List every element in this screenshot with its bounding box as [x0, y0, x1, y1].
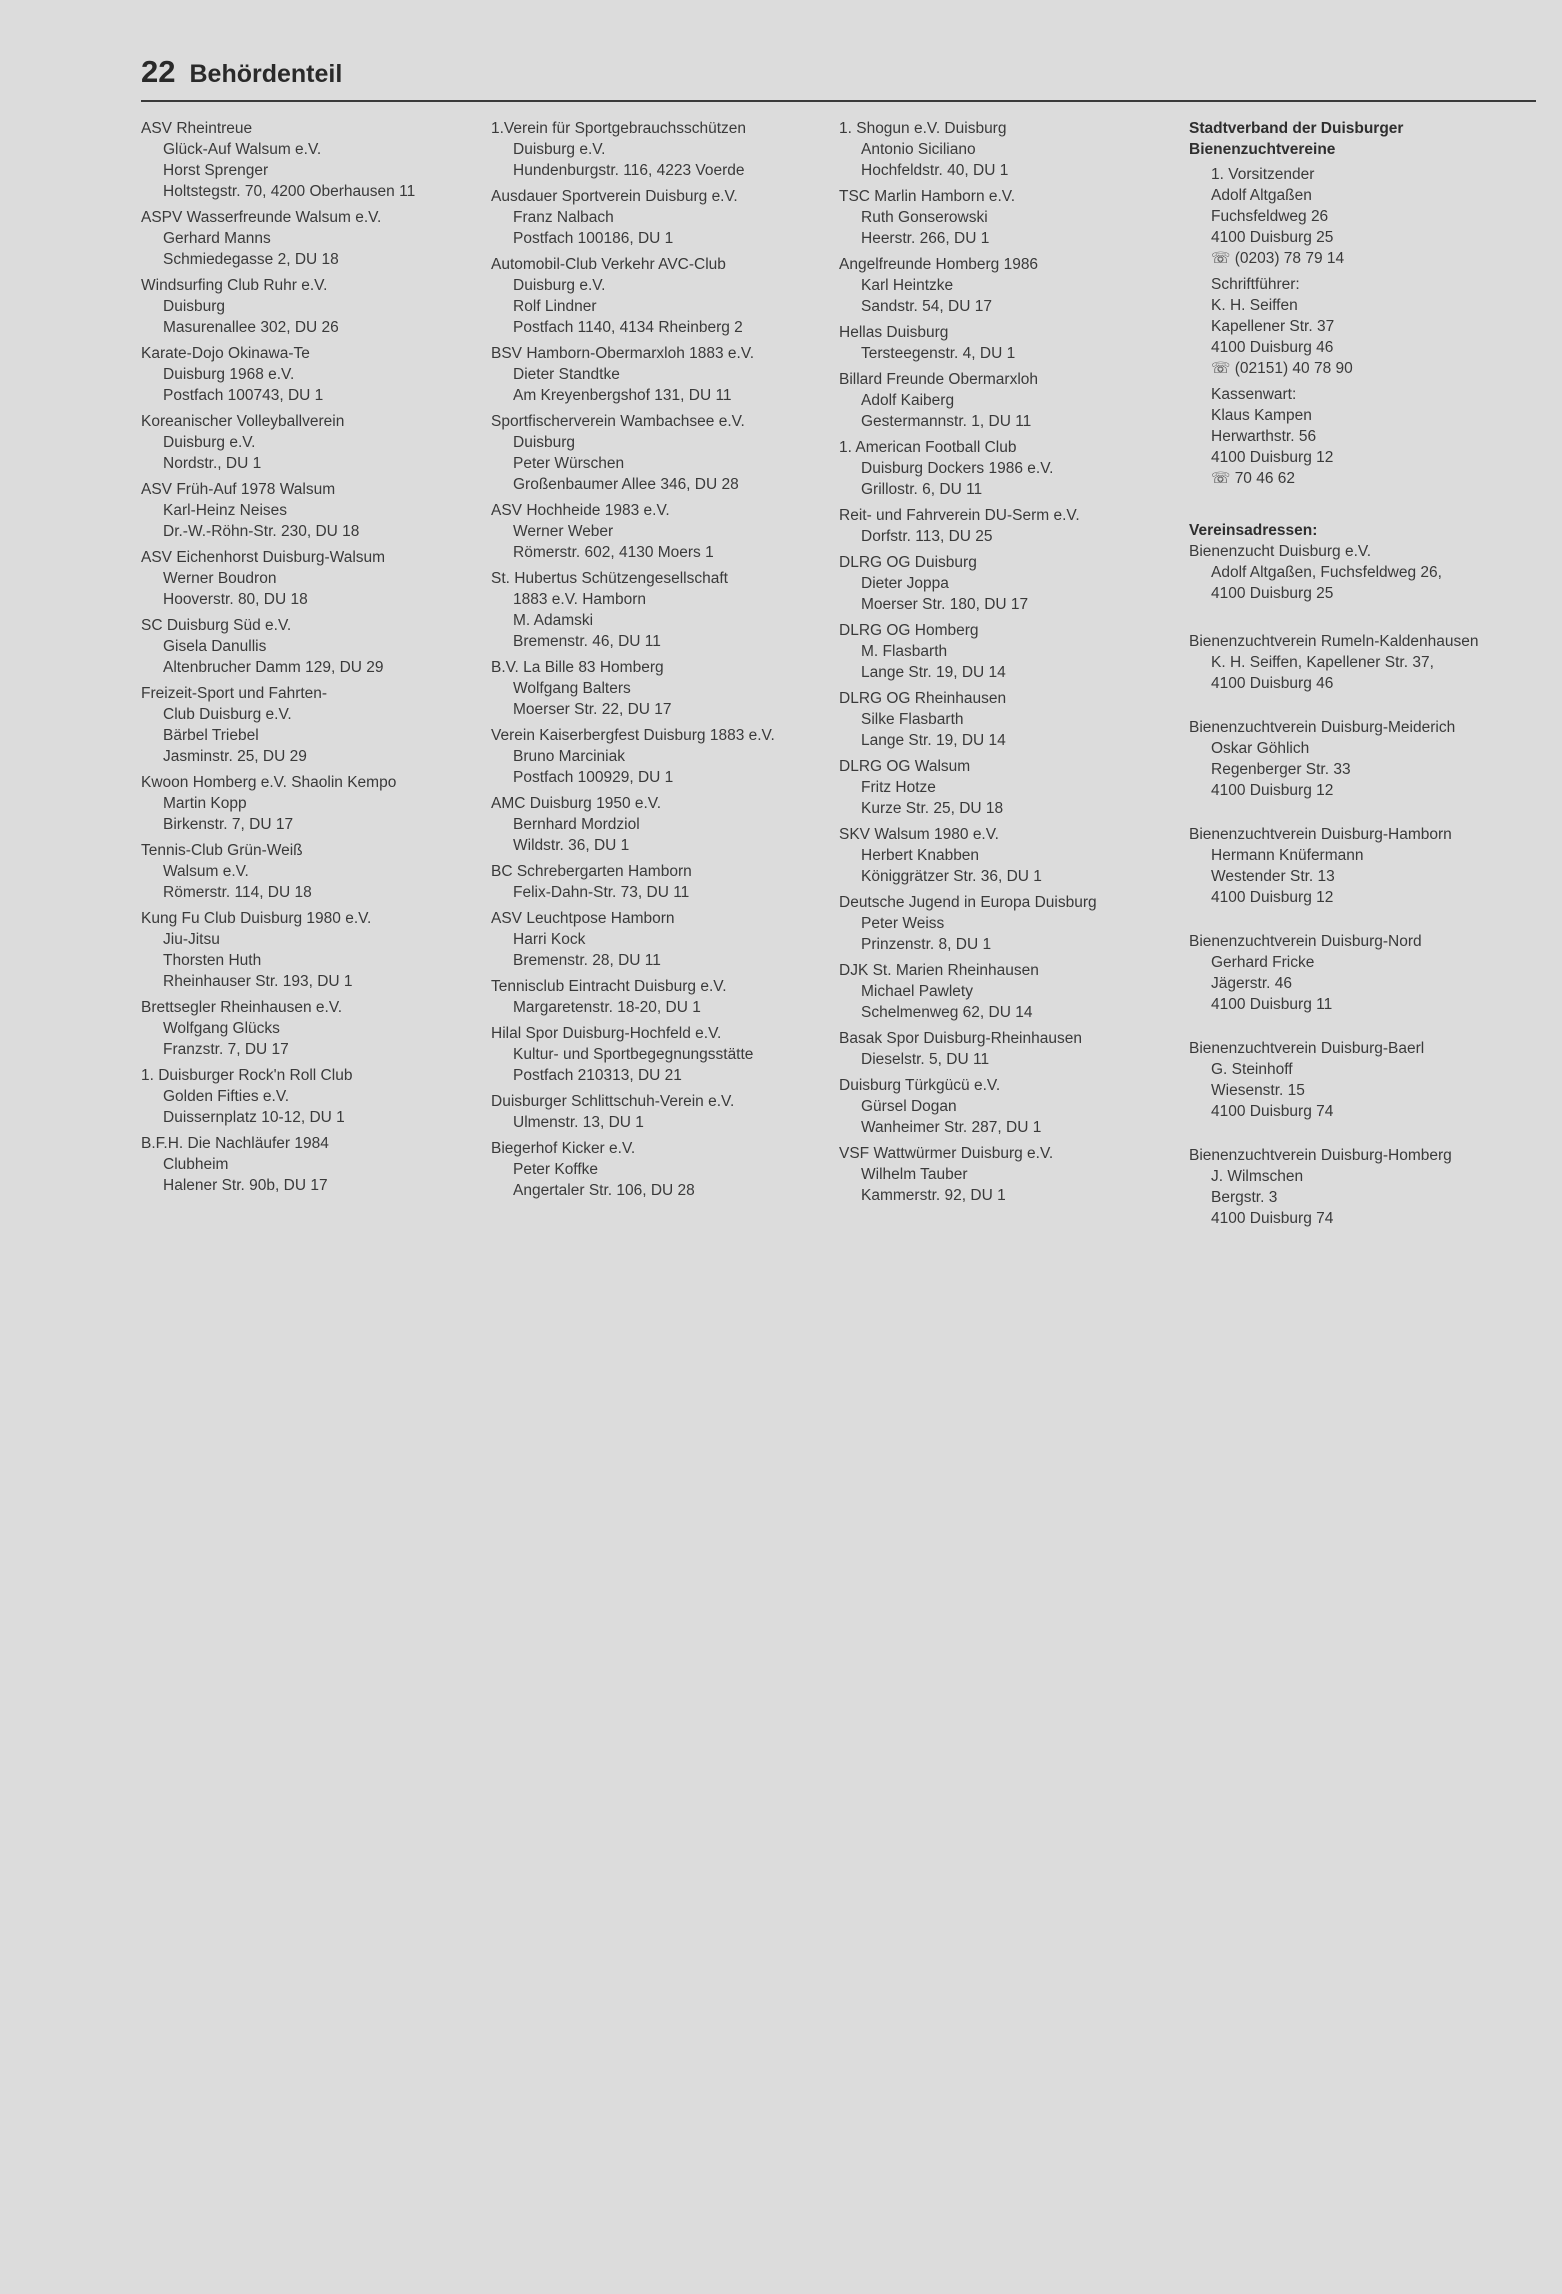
entry-name: Bienenzuchtverein Duisburg-Baerl: [1189, 1040, 1425, 1057]
entry-name: Tennis-Club Grün-Weiß: [141, 842, 303, 859]
entry-detail: Lange Str. 19, DU 14: [861, 732, 1006, 749]
list-item: [839, 1028, 1179, 1070]
entry-detail: Peter Weiss: [861, 915, 945, 932]
entry-detail: Dieter Joppa: [861, 575, 949, 592]
entry-detail: Holtstegstr. 70, 4200 Oberhausen 11: [163, 183, 416, 200]
entry-detail: Klaus Kampen: [1211, 407, 1312, 424]
entry-detail: Fuchsfeldweg 26: [1211, 208, 1329, 225]
entry-name: TSC Marlin Hamborn e.V.: [839, 188, 1016, 205]
entry-detail: Club Duisburg e.V.: [163, 706, 292, 723]
entry-detail: Bernhard Mordziol: [513, 816, 640, 833]
entry-detail: Rheinhauser Str. 193, DU 1: [163, 973, 353, 990]
entry-detail: Clubheim: [163, 1156, 229, 1173]
entry-detail: Horst Sprenger: [163, 162, 269, 179]
entry-detail: Kultur- und Sportbegegnungsstätte: [513, 1046, 754, 1063]
entry-detail: G. Steinhoff: [1211, 1061, 1293, 1078]
entry-name: ASV Hochheide 1983 e.V.: [491, 502, 670, 519]
list-item: [839, 1075, 1179, 1138]
list-item: [491, 976, 831, 1018]
entry-detail: Harri Kock: [513, 931, 586, 948]
column-1: [141, 118, 481, 1201]
entry-detail: 4100 Duisburg 12: [1211, 782, 1334, 799]
list-item: [839, 437, 1179, 500]
list-item: [1189, 164, 1529, 269]
entry-detail: Angertaler Str. 106, DU 28: [513, 1182, 695, 1199]
entry-name: AMC Duisburg 1950 e.V.: [491, 795, 662, 812]
entry-name: DLRG OG Walsum: [839, 758, 971, 775]
list-item: [839, 552, 1179, 615]
list-item: [491, 1091, 831, 1133]
list-item: [141, 1133, 481, 1196]
entry-name: ASV Rheintreue: [141, 120, 253, 137]
entry-detail: Silke Flasbarth: [861, 711, 964, 728]
entry-detail: K. H. Seiffen: [1211, 297, 1298, 314]
list-item: [839, 505, 1179, 547]
list-item: [839, 369, 1179, 432]
list-item: [491, 568, 831, 652]
list-item: [839, 620, 1179, 683]
entry-detail: Wilhelm Tauber: [861, 1166, 968, 1183]
entry-name: 1. Vorsitzender: [1211, 166, 1315, 183]
entry-name: Bienenzuchtverein Duisburg-Hamborn: [1189, 826, 1452, 843]
entry-detail: ☏ 70 46 62: [1211, 470, 1296, 487]
entry-detail: Thorsten Huth: [163, 952, 262, 969]
entry-detail: Adolf Altgaßen, Fuchsfeldweg 26,: [1211, 564, 1442, 581]
entry-detail: Kapellener Str. 37: [1211, 318, 1335, 335]
entry-detail: Römerstr. 114, DU 18: [163, 884, 312, 901]
entry-detail: Wildstr. 36, DU 1: [513, 837, 630, 854]
entry-detail: Rolf Lindner: [513, 298, 597, 315]
list-item: [141, 908, 481, 992]
list-item: [491, 343, 831, 406]
entry-detail: Wolfgang Balters: [513, 680, 631, 697]
list-item: [1189, 931, 1529, 1015]
entry-detail: Bremenstr. 46, DU 11: [513, 633, 661, 650]
entry-detail: Dieter Standtke: [513, 366, 620, 383]
page-number: 22: [141, 54, 176, 89]
list-item: [839, 1143, 1179, 1206]
entry-name: Kassenwart:: [1211, 386, 1297, 403]
entry-detail: Herwarthstr. 56: [1211, 428, 1317, 445]
list-item: [491, 657, 831, 720]
entry-detail: Westender Str. 13: [1211, 868, 1335, 885]
entry-detail: Kurze Str. 25, DU 18: [861, 800, 1004, 817]
entry-name: Bienenzuchtverein Duisburg-Homberg: [1189, 1147, 1452, 1164]
entry-name: Hilal Spor Duisburg-Hochfeld e.V.: [491, 1025, 722, 1042]
entry-name: B.F.H. Die Nachläufer 1984: [141, 1135, 329, 1152]
entry-detail: Großenbaumer Allee 346, DU 28: [513, 476, 739, 493]
entry-name: Schriftführer:: [1211, 276, 1300, 293]
list-item: [1189, 384, 1529, 489]
section-title-line: Bienenzuchtvereine: [1189, 141, 1336, 158]
list-item: [141, 118, 481, 202]
entry-detail: Gestermannstr. 1, DU 11: [861, 413, 1032, 430]
entry-detail: Bremenstr. 28, DU 11: [513, 952, 661, 969]
entry-name: Billard Freunde Obermarxloh: [839, 371, 1039, 388]
entry-detail: Adolf Kaiberg: [861, 392, 955, 409]
entry-detail: Halener Str. 90b, DU 17: [163, 1177, 328, 1194]
list-item: [839, 824, 1179, 887]
entry-detail: Duisburg 1968 e.V.: [163, 366, 295, 383]
entry-detail: Duisburg e.V.: [513, 277, 606, 294]
entry-detail: Bergstr. 3: [1211, 1189, 1278, 1206]
entry-name: Deutsche Jugend in Europa Duisburg: [839, 894, 1097, 911]
entry-detail: Gerhard Fricke: [1211, 954, 1315, 971]
entry-detail: Postfach 100186, DU 1: [513, 230, 674, 247]
list-item: [839, 254, 1179, 317]
list-item: [491, 793, 831, 856]
entry-detail: M. Flasbarth: [861, 643, 948, 660]
entry-detail: Gürsel Dogan: [861, 1098, 957, 1115]
entry-name: BSV Hamborn-Obermarxloh 1883 e.V.: [491, 345, 755, 362]
entry-detail: Sandstr. 54, DU 17: [861, 298, 992, 315]
column-4: [1189, 118, 1529, 1234]
entry-name: 1. Duisburger Rock'n Roll Club: [141, 1067, 353, 1084]
entry-detail: Moerser Str. 180, DU 17: [861, 596, 1029, 613]
entry-detail: Fritz Hotze: [861, 779, 936, 796]
entry-name: Biegerhof Kicker e.V.: [491, 1140, 636, 1157]
list-item: [141, 275, 481, 338]
entry-detail: Ulmenstr. 13, DU 1: [513, 1114, 644, 1131]
entry-name: Kwoon Homberg e.V. Shaolin Kempo: [141, 774, 397, 791]
entry-detail: ☏ (0203) 78 79 14: [1211, 250, 1345, 267]
entry-name: BC Schrebergarten Hamborn: [491, 863, 692, 880]
entry-name: Windsurfing Club Ruhr e.V.: [141, 277, 328, 294]
entry-name: SKV Walsum 1980 e.V.: [839, 826, 999, 843]
entry-detail: Franzstr. 7, DU 17: [163, 1041, 289, 1058]
entry-detail: Duisburg e.V.: [513, 141, 606, 158]
entry-name: Freizeit-Sport und Fahrten-: [141, 685, 328, 702]
entry-name: Brettsegler Rheinhausen e.V.: [141, 999, 343, 1016]
list-item: [141, 840, 481, 903]
entry-detail: Peter Koffke: [513, 1161, 599, 1178]
entry-detail: Adolf Altgaßen: [1211, 187, 1312, 204]
list-item: [491, 1023, 831, 1086]
entry-name: Hellas Duisburg: [839, 324, 949, 341]
entry-detail: Herbert Knabben: [861, 847, 980, 864]
entry-detail: Werner Weber: [513, 523, 614, 540]
entry-detail: Karl-Heinz Neises: [163, 502, 288, 519]
list-item: [491, 411, 831, 495]
list-item: [141, 207, 481, 270]
list-item: [141, 479, 481, 542]
list-item: [491, 500, 831, 563]
entry-name: DLRG OG Duisburg: [839, 554, 977, 571]
entry-detail: Jiu-Jitsu: [163, 931, 220, 948]
list-item: [1189, 1038, 1529, 1122]
entry-detail: 4100 Duisburg 46: [1211, 339, 1334, 356]
entry-detail: Grillostr. 6, DU 11: [861, 481, 983, 498]
list-item: [491, 1138, 831, 1201]
entry-detail: 4100 Duisburg 25: [1211, 585, 1334, 602]
entry-detail: Regenberger Str. 33: [1211, 761, 1351, 778]
list-item: [491, 861, 831, 903]
entry-detail: Schelmenweg 62, DU 14: [861, 1004, 1033, 1021]
entry-detail: Moerser Str. 22, DU 17: [513, 701, 672, 718]
entry-name: Duisburger Schlittschuh-Verein e.V.: [491, 1093, 735, 1110]
list-item: [491, 254, 831, 338]
list-item: [141, 615, 481, 678]
entry-detail: 4100 Duisburg 11: [1211, 996, 1333, 1013]
entry-detail: 4100 Duisburg 46: [1211, 675, 1334, 692]
list-item: [491, 118, 831, 181]
entry-detail: Prinzenstr. 8, DU 1: [861, 936, 992, 953]
entry-detail: Michael Pawlety: [861, 983, 973, 1000]
list-item: [1189, 1145, 1529, 1229]
entry-detail: Hochfeldstr. 40, DU 1: [861, 162, 1009, 179]
list-item: [141, 343, 481, 406]
list-item: [1189, 717, 1529, 801]
entry-detail: Heerstr. 266, DU 1: [861, 230, 990, 247]
entry-detail: Dr.-W.-Röhn-Str. 230, DU 18: [163, 523, 360, 540]
entry-detail: Tersteegenstr. 4, DU 1: [861, 345, 1016, 362]
entry-detail: Glück-Auf Walsum e.V.: [163, 141, 322, 158]
entry-name: DLRG OG Rheinhausen: [839, 690, 1007, 707]
column-2: [491, 118, 831, 1206]
entry-name: Sportfischerverein Wambachsee e.V.: [491, 413, 745, 430]
entry-detail: Oskar Göhlich: [1211, 740, 1310, 757]
entry-name: SC Duisburg Süd e.V.: [141, 617, 292, 634]
entry-name: ASV Früh-Auf 1978 Walsum: [141, 481, 336, 498]
entry-detail: Martin Kopp: [163, 795, 247, 812]
entry-name: Koreanischer Volleyballverein: [141, 413, 345, 430]
entry-detail: Golden Fifties e.V.: [163, 1088, 290, 1105]
entry-detail: Bruno Marciniak: [513, 748, 625, 765]
entry-name: ASV Leuchtpose Hamborn: [491, 910, 675, 927]
entry-name: Basak Spor Duisburg-Rheinhausen: [839, 1030, 1082, 1047]
entry-name: Verein Kaiserbergfest Duisburg 1883 e.V.: [491, 727, 775, 744]
entry-detail: Margaretenstr. 18-20, DU 1: [513, 999, 701, 1016]
list-item: [141, 997, 481, 1060]
entry-detail: Wiesenstr. 15: [1211, 1082, 1305, 1099]
entry-detail: J. Wilmschen: [1211, 1168, 1304, 1185]
entry-name: Bienenzuchtverein Duisburg-Meiderich: [1189, 719, 1456, 736]
entry-detail: Dieselstr. 5, DU 11: [861, 1051, 990, 1068]
list-item: [1189, 541, 1529, 604]
entry-name: VSF Wattwürmer Duisburg e.V.: [839, 1145, 1054, 1162]
column-3: [839, 118, 1179, 1211]
entry-name: Angelfreunde Homberg 1986: [839, 256, 1039, 273]
entry-detail: Werner Boudron: [163, 570, 277, 587]
entry-detail: Lange Str. 19, DU 14: [861, 664, 1006, 681]
list-item: [1189, 824, 1529, 908]
list-item: [141, 772, 481, 835]
entry-name: B.V. La Bille 83 Homberg: [491, 659, 664, 676]
entry-detail: 4100 Duisburg 74: [1211, 1210, 1334, 1227]
entry-detail: Am Kreyenbergshof 131, DU 11: [513, 387, 732, 404]
list-item: [839, 688, 1179, 751]
entry-detail: Antonio Siciliano: [861, 141, 976, 158]
entry-detail: Duisburg Dockers 1986 e.V.: [861, 460, 1054, 477]
entry-detail: Dorfstr. 113, DU 25: [861, 528, 993, 545]
list-item: [491, 186, 831, 249]
entry-name: Ausdauer Sportverein Duisburg e.V.: [491, 188, 738, 205]
page-header: [141, 44, 1536, 102]
entry-detail: 4100 Duisburg 74: [1211, 1103, 1334, 1120]
entry-detail: Jägerstr. 46: [1211, 975, 1292, 992]
entry-detail: Römerstr. 602, 4130 Moers 1: [513, 544, 714, 561]
entry-detail: Postfach 210313, DU 21: [513, 1067, 682, 1084]
entry-name: DLRG OG Homberg: [839, 622, 979, 639]
entry-name: Automobil-Club Verkehr AVC-Club: [491, 256, 726, 273]
entry-detail: Gisela Danullis: [163, 638, 267, 655]
entry-name: Bienenzuchtverein Duisburg-Nord: [1189, 933, 1422, 950]
entry-detail: Gerhard Manns: [163, 230, 271, 247]
section-title-vereinsadressen: Vereinsadressen:: [1189, 522, 1318, 539]
entry-detail: Schmiedegasse 2, DU 18: [163, 251, 339, 268]
entry-detail: Felix-Dahn-Str. 73, DU 11: [513, 884, 690, 901]
entry-name: St. Hubertus Schützengesellschaft: [491, 570, 728, 587]
entry-detail: M. Adamski: [513, 612, 594, 629]
entry-name: Kung Fu Club Duisburg 1980 e.V.: [141, 910, 372, 927]
entry-name: 1.Verein für Sportgebrauchsschützen: [491, 120, 747, 137]
entry-detail: ☏ (02151) 40 78 90: [1211, 360, 1353, 377]
entry-detail: 1883 e.V. Hamborn: [513, 591, 646, 608]
entry-name: 1. Shogun e.V. Duisburg: [839, 120, 1007, 137]
entry-name: Bienenzucht Duisburg e.V.: [1189, 543, 1372, 560]
entry-detail: Hermann Knüfermann: [1211, 847, 1364, 864]
entry-detail: 4100 Duisburg 12: [1211, 449, 1334, 466]
page-title: Behördenteil: [189, 60, 343, 88]
list-item: [839, 892, 1179, 955]
entry-name: 1. American Football Club: [839, 439, 1017, 456]
list-item: [1189, 631, 1529, 694]
entry-detail: Duisburg: [163, 298, 226, 315]
list-item: [839, 960, 1179, 1023]
list-item: [141, 411, 481, 474]
entry-detail: Duisburg e.V.: [163, 434, 256, 451]
list-item: [839, 186, 1179, 249]
list-item: [141, 547, 481, 610]
entry-detail: Franz Nalbach: [513, 209, 614, 226]
list-item: [491, 908, 831, 971]
entry-detail: Karl Heintzke: [861, 277, 954, 294]
section-title-line: Stadtverband der Duisburger: [1189, 120, 1404, 137]
entry-detail: Altenbrucher Damm 129, DU 29: [163, 659, 384, 676]
list-item: [491, 725, 831, 788]
entry-detail: K. H. Seiffen, Kapellener Str. 37,: [1211, 654, 1434, 671]
entry-detail: Postfach 100929, DU 1: [513, 769, 674, 786]
entry-detail: Königgrätzer Str. 36, DU 1: [861, 868, 1042, 885]
list-item: [141, 1065, 481, 1128]
entry-detail: Kammerstr. 92, DU 1: [861, 1187, 1006, 1204]
entry-detail: Nordstr., DU 1: [163, 455, 262, 472]
entry-name: ASPV Wasserfreunde Walsum e.V.: [141, 209, 382, 226]
list-item: [839, 118, 1179, 181]
entry-detail: Duissernplatz 10-12, DU 1: [163, 1109, 345, 1126]
entry-name: Tennisclub Eintracht Duisburg e.V.: [491, 978, 727, 995]
entry-name: Karate-Dojo Okinawa-Te: [141, 345, 310, 362]
entry-detail: Duisburg: [513, 434, 576, 451]
entry-name: ASV Eichenhorst Duisburg-Walsum: [141, 549, 386, 566]
entry-name: DJK St. Marien Rheinhausen: [839, 962, 1039, 979]
list-item: [839, 756, 1179, 819]
entry-detail: Walsum e.V.: [163, 863, 249, 880]
entry-detail: 4100 Duisburg 12: [1211, 889, 1334, 906]
entry-detail: Peter Würschen: [513, 455, 625, 472]
entry-detail: Wolfgang Glücks: [163, 1020, 280, 1037]
entry-detail: Ruth Gonserowski: [861, 209, 988, 226]
entry-detail: Masurenallee 302, DU 26: [163, 319, 339, 336]
entry-detail: Birkenstr. 7, DU 17: [163, 816, 294, 833]
section-title-stadtverband: [1189, 118, 1529, 160]
entry-name: Bienenzuchtverein Rumeln-Kaldenhausen: [1189, 633, 1479, 650]
entry-detail: Bärbel Triebel: [163, 727, 259, 744]
entry-detail: Hundenburgstr. 116, 4223 Voerde: [513, 162, 745, 179]
entry-detail: Postfach 1140, 4134 Rheinberg 2: [513, 319, 743, 336]
entry-detail: Wanheimer Str. 287, DU 1: [861, 1119, 1042, 1136]
entry-detail: Postfach 100743, DU 1: [163, 387, 324, 404]
entry-detail: Jasminstr. 25, DU 29: [163, 748, 307, 765]
entry-detail: 4100 Duisburg 25: [1211, 229, 1334, 246]
entry-name: Duisburg Türkgücü e.V.: [839, 1077, 1001, 1094]
list-item: [1189, 274, 1529, 379]
entry-detail: Hooverstr. 80, DU 18: [163, 591, 308, 608]
list-item: [141, 683, 481, 767]
list-item: [839, 322, 1179, 364]
entry-name: Reit- und Fahrverein DU-Serm e.V.: [839, 507, 1080, 524]
